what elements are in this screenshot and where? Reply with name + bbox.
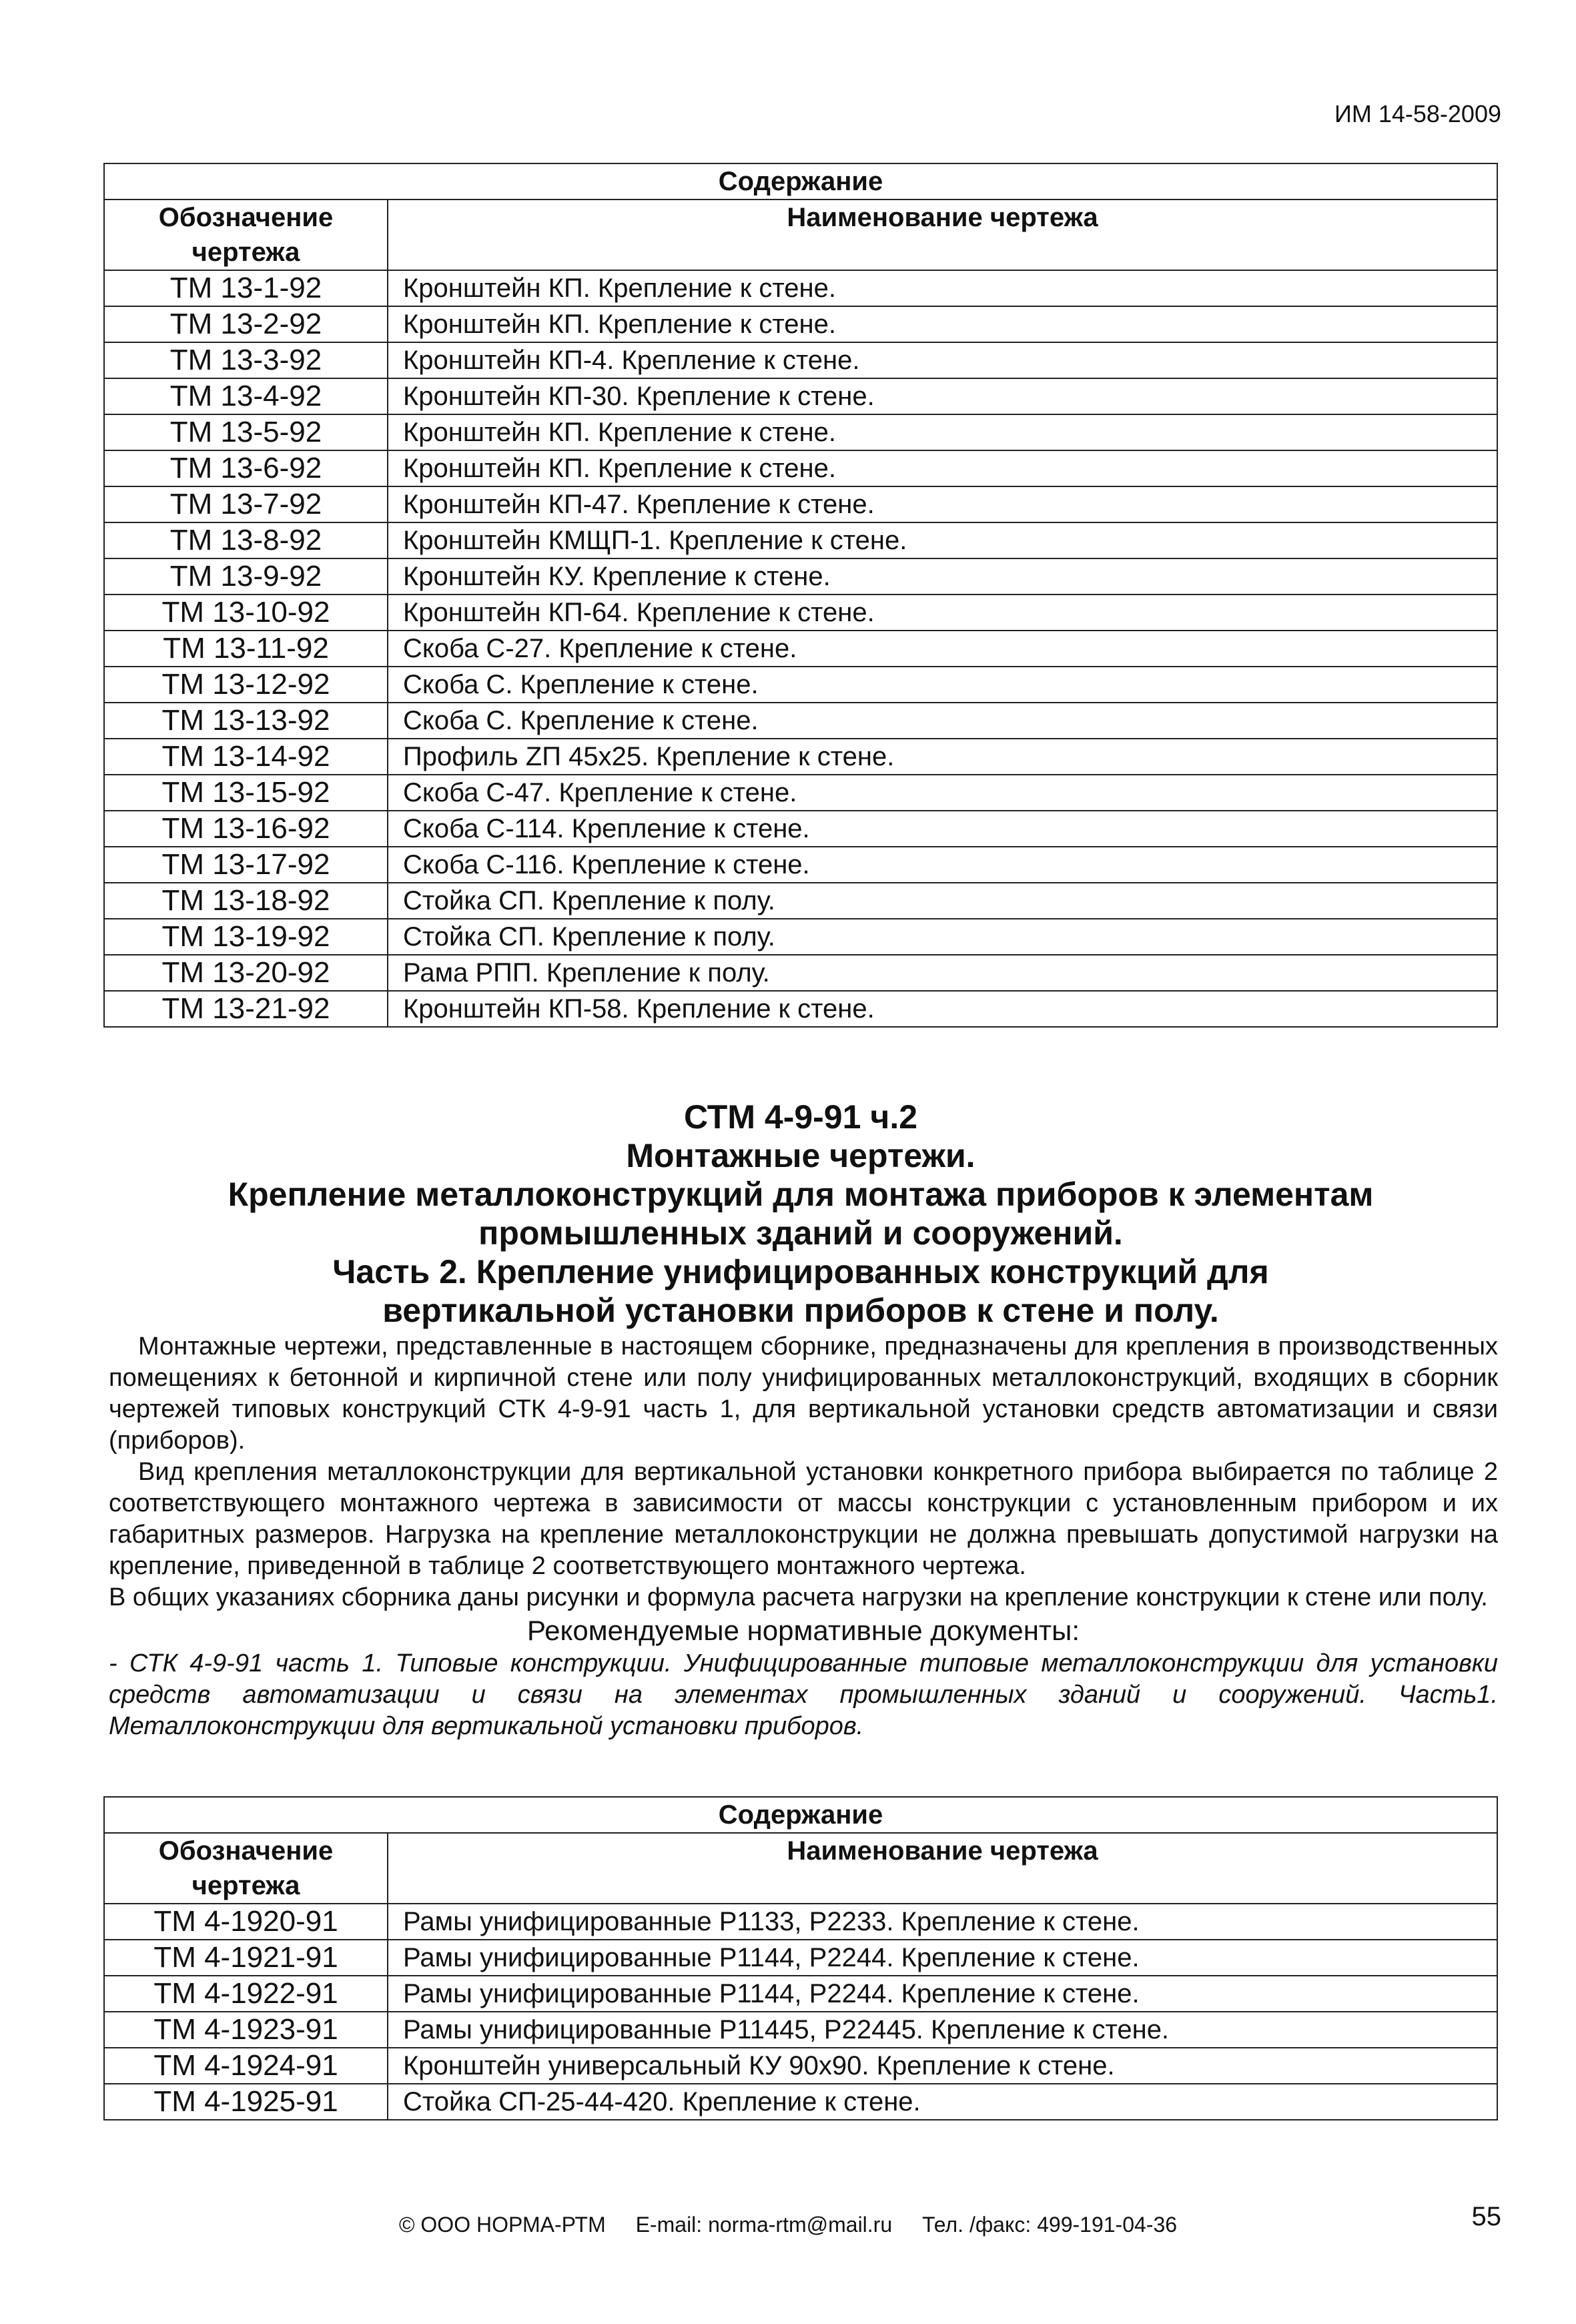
- column-header-code: Обозначение чертежа: [104, 1833, 388, 1904]
- drawing-name-cell: Кронштейн КП-30. Крепление к стене.: [388, 378, 1497, 414]
- drawing-code-cell: ТМ 4-1925-91: [104, 2084, 388, 2120]
- footer-email: E-mail: norma-rtm@mail.ru: [635, 2213, 893, 2237]
- title-line: Крепление металлоконструкций для монтажа приборов к элементам: [228, 1176, 1374, 1213]
- table-row: [104, 522, 1497, 558]
- drawing-code-cell: ТМ 13-16-92: [104, 811, 388, 847]
- drawing-code-cell: ТМ 13-20-92: [104, 955, 388, 991]
- drawing-code-cell: ТМ 13-9-92: [104, 558, 388, 595]
- table-row: [104, 1904, 1497, 1940]
- drawing-code-cell: ТМ 13-17-92: [104, 847, 388, 883]
- drawing-code-cell: ТМ 13-13-92: [104, 703, 388, 739]
- table-row: [104, 955, 1497, 991]
- title-line: Часть 2. Крепление унифицированных конструкций для: [332, 1253, 1269, 1290]
- table-row: [104, 919, 1497, 955]
- table-header: Содержание: [104, 163, 1497, 200]
- drawing-name-cell: Кронштейн КП. Крепление к стене.: [388, 270, 1497, 306]
- drawing-name-cell: Рамы унифицированные Р1133, Р2233. Крепление к стене.: [388, 1904, 1497, 1940]
- drawing-name-cell: Кронштейн КП. Крепление к стене.: [388, 414, 1497, 450]
- column-header-name: Наименование чертежа: [388, 200, 1497, 270]
- drawing-name-cell: Кронштейн КП-4. Крепление к стене.: [388, 342, 1497, 378]
- drawing-name-cell: Скоба С-47. Крепление к стене.: [388, 775, 1497, 811]
- document-number: ИМ 14-58-2009: [1334, 100, 1501, 127]
- drawing-code-cell: ТМ 13-12-92: [104, 667, 388, 703]
- drawing-name-cell: Рамы унифицированные Р1144, Р2244. Крепление к стене.: [388, 1940, 1497, 1976]
- drawing-name-cell: Скоба С-114. Крепление к стене.: [388, 811, 1497, 847]
- drawing-code-cell: ТМ 13-15-92: [104, 775, 388, 811]
- table-row: [104, 450, 1497, 486]
- drawing-name-cell: Кронштейн КП. Крепление к стене.: [388, 306, 1497, 342]
- table-header-row: [104, 1797, 1497, 1833]
- drawing-name-cell: Скоба С-27. Крепление к стене.: [388, 631, 1497, 667]
- table-row: [104, 342, 1497, 378]
- drawing-name-cell: Кронштейн КП-58. Крепление к стене.: [388, 991, 1497, 1027]
- table-row: [104, 631, 1497, 667]
- drawing-name-cell: Кронштейн КП-47. Крепление к стене.: [388, 486, 1497, 522]
- table-row: [104, 1940, 1497, 1976]
- drawing-code-cell: ТМ 13-8-92: [104, 522, 388, 558]
- drawing-code-cell: ТМ 13-6-92: [104, 450, 388, 486]
- table-row: [104, 991, 1497, 1027]
- table-row: [104, 378, 1497, 414]
- table-row: [104, 595, 1497, 631]
- drawing-code-cell: ТМ 13-1-92: [104, 270, 388, 306]
- table-subheader-row: [104, 200, 1497, 270]
- drawing-name-cell: Скоба С-116. Крепление к стене.: [388, 847, 1497, 883]
- drawing-code-cell: ТМ 4-1920-91: [104, 1904, 388, 1940]
- contents-table-1: [103, 163, 1498, 1028]
- drawing-code-cell: ТМ 13-10-92: [104, 595, 388, 631]
- contents-table-2: [103, 1796, 1498, 2120]
- table-header-row: [104, 163, 1497, 200]
- table-body: [104, 270, 1497, 1027]
- table-row: [104, 486, 1497, 522]
- table-row: [104, 2084, 1497, 2120]
- recommended-docs-heading: Рекомендуемые нормативные документы:: [526, 1615, 1080, 1646]
- drawing-code-cell: ТМ 13-2-92: [104, 306, 388, 342]
- title-line: СТМ 4-9-91 ч.2: [683, 1098, 918, 1136]
- drawing-code-cell: ТМ 13-11-92: [104, 631, 388, 667]
- drawing-name-cell: Стойка СП-25-44-420. Крепление к стене.: [388, 2084, 1497, 2120]
- drawing-code-cell: ТМ 13-5-92: [104, 414, 388, 450]
- table-row: [104, 739, 1497, 775]
- drawing-name-cell: Кронштейн КП. Крепление к стене.: [388, 450, 1497, 486]
- table-row: [104, 667, 1497, 703]
- title-line: промышленных зданий и сооружений.: [478, 1214, 1123, 1252]
- drawing-code-cell: ТМ 13-4-92: [104, 378, 388, 414]
- drawing-code-cell: ТМ 13-7-92: [104, 486, 388, 522]
- drawing-name-cell: Скоба С. Крепление к стене.: [388, 703, 1497, 739]
- table-row: [104, 270, 1497, 306]
- drawing-name-cell: Профиль ZП 45x25. Крепление к стене.: [388, 739, 1497, 775]
- drawing-name-cell: Кронштейн КП-64. Крепление к стене.: [388, 595, 1497, 631]
- paragraph: Монтажные чертежи, представленные в настоящем сборнике, предназначены для крепления в производственных помещениях к бетонной и кирпичной стене или полу унифицированных металлоконструкций, входящих в сборник чертежей типовых конструкций СТК 4-9-91 часть 1, для вертикальной установки средств автоматизации и связи (приборов).: [109, 1332, 1498, 1455]
- drawing-code-cell: ТМ 4-1923-91: [104, 2012, 388, 2048]
- table-header: Содержание: [104, 1797, 1497, 1833]
- page-number: 55: [1471, 2202, 1501, 2231]
- drawing-code-cell: ТМ 4-1924-91: [104, 2048, 388, 2084]
- table-subheader-row: [104, 1833, 1497, 1904]
- section-body: [109, 1331, 1498, 1742]
- table-row: [104, 306, 1497, 342]
- drawing-name-cell: Стойка СП. Крепление к полу.: [388, 919, 1497, 955]
- drawing-name-cell: Кронштейн КМЩП-1. Крепление к стене.: [388, 522, 1497, 558]
- paragraph: В общих указаниях сборника даны рисунки и формула расчета нагрузки на крепление конструкции к стене или полу.: [109, 1583, 1488, 1611]
- table-body: [104, 1904, 1497, 2120]
- drawing-name-cell: Рамы унифицированные Р1144, Р2244. Крепление к стене.: [388, 1976, 1497, 2012]
- drawing-name-cell: Кронштейн КУ. Крепление к стене.: [388, 558, 1497, 595]
- title-line: вертикальной установки приборов к стене и полу.: [382, 1292, 1219, 1329]
- drawing-code-cell: ТМ 13-21-92: [104, 991, 388, 1027]
- drawing-name-cell: Рамы унифицированные Р11445, Р22445. Крепление к стене.: [388, 2012, 1497, 2048]
- page-footer: [0, 2213, 1576, 2237]
- drawing-code-cell: ТМ 4-1921-91: [104, 1940, 388, 1976]
- drawing-code-cell: ТМ 13-3-92: [104, 342, 388, 378]
- table-row: [104, 2048, 1497, 2084]
- drawing-name-cell: Скоба С. Крепление к стене.: [388, 667, 1497, 703]
- table-row: [104, 703, 1497, 739]
- recommended-doc-item: - СТК 4-9-91 часть 1. Типовые конструкции. Унифицированные типовые металлоконструкции для установки средств автоматизации и связи на элементах промышленных зданий и сооружений. Часть1. Металлоконструкции для вертикальной установки приборов.: [109, 1649, 1498, 1740]
- drawing-name-cell: Рама РПП. Крепление к полу.: [388, 955, 1497, 991]
- table-row: [104, 414, 1497, 450]
- table-row: [104, 2012, 1497, 2048]
- column-header-code: Обозначение чертежа: [104, 200, 388, 270]
- paragraph: Вид крепления металлоконструкции для вертикальной установки конкретного прибора выбирается по таблице 2 соответствующего монтажного чертежа в зависимости от массы конструкции с установленным прибором и их габаритных размеров. Нагрузка на крепление металлоконструкции не должна превышать допустимой нагрузки на крепление, приведенной в таблице 2 соответствующего монтажного чертежа.: [109, 1458, 1498, 1580]
- footer-phone: Тел. /факс: 499-191-04-36: [922, 2213, 1178, 2237]
- table-row: [104, 847, 1497, 883]
- drawing-name-cell: Кронштейн универсальный КУ 90x90. Крепление к стене.: [388, 2048, 1497, 2084]
- table-row: [104, 775, 1497, 811]
- title-line: Монтажные чертежи.: [626, 1137, 975, 1174]
- drawing-name-cell: Стойка СП. Крепление к полу.: [388, 883, 1497, 919]
- table-row: [104, 1976, 1497, 2012]
- drawing-code-cell: ТМ 13-19-92: [104, 919, 388, 955]
- table-row: [104, 558, 1497, 595]
- table-row: [104, 883, 1497, 919]
- column-header-name: Наименование чертежа: [388, 1833, 1497, 1904]
- section-title: [103, 1098, 1498, 1330]
- footer-company: © ООО НОРМА-РТМ: [398, 2213, 606, 2237]
- table-row: [104, 811, 1497, 847]
- drawing-code-cell: ТМ 4-1922-91: [104, 1976, 388, 2012]
- drawing-code-cell: ТМ 13-14-92: [104, 739, 388, 775]
- drawing-code-cell: ТМ 13-18-92: [104, 883, 388, 919]
